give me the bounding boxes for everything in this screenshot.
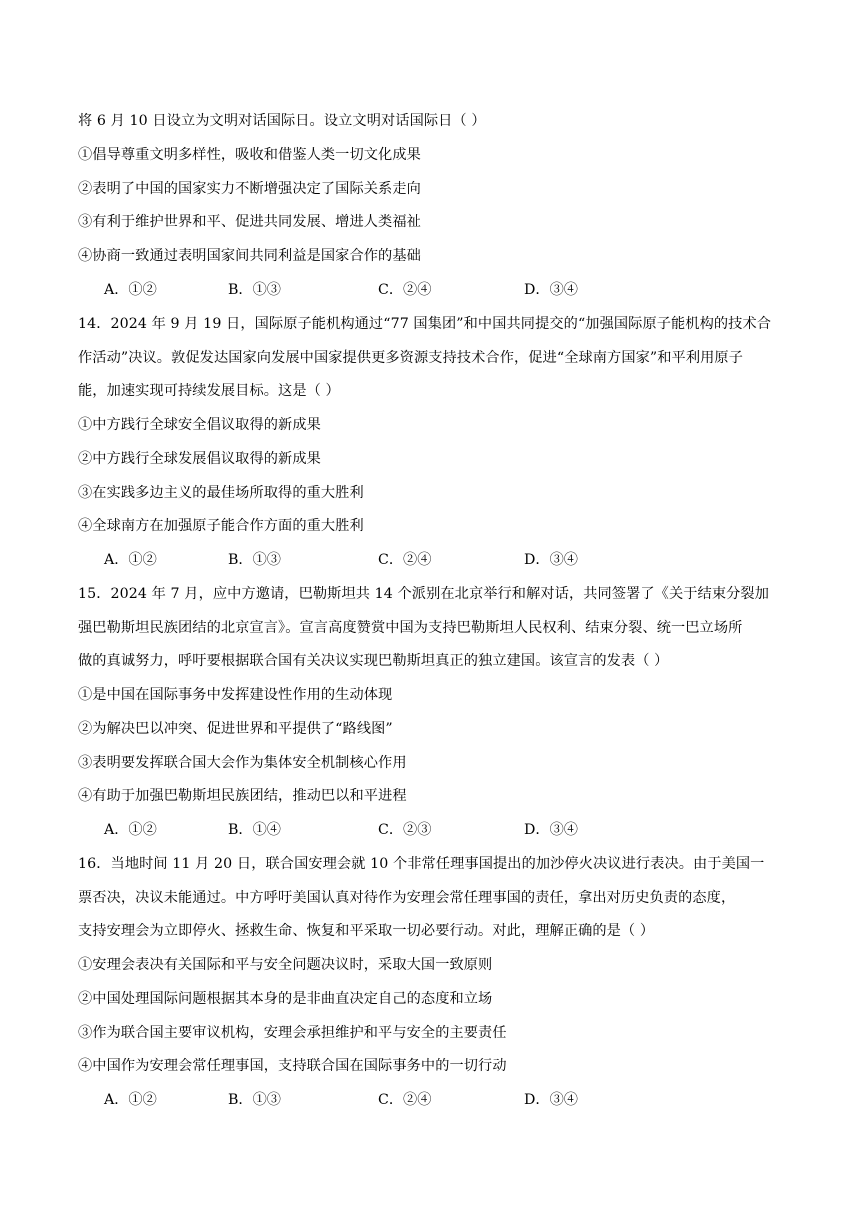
q15-statement-3: ③表明要发挥联合国大会作为集体安全机制核心作用 [78,755,407,771]
q16-statement-1: ①安理会表决有关国际和平与安全问题决议时，采取大国一致原则 [78,957,493,973]
q13-option-c[interactable]: C．②④ [378,282,432,298]
q13-statement-2: ②表明了中国的国家实力不断增强决定了国际关系走向 [78,181,421,197]
q14-statement-1: ①中方践行全球安全倡议取得的新成果 [78,417,321,433]
q15-option-d[interactable]: D．③④ [524,822,578,838]
q14-option-a[interactable]: A．①② [104,552,157,568]
q15-stem-line-1: 15．2024 年 7 月，应中方邀请，巴勒斯坦共 14 个派别在北京举行和解对话，共同签署了《关于结束分裂加 [78,586,769,602]
q16-option-d[interactable]: D．③④ [524,1092,578,1108]
q16-option-b[interactable]: B．①③ [228,1092,281,1108]
q16-stem-line-2: 票否决，决议未能通过。中方呼吁美国认真对待作为安理会常任理事国的责任，拿出对历史负责的态度， [78,890,736,906]
q14-stem-line-2: 作活动”决议。敦促发达国家向发展中国家提供更多资源支持技术合作，促进“全球南方国家”和平利用原子 [78,350,743,366]
q16-stem-line-1: 16．当地时间 11 月 20 日，联合国安理会就 10 个非常任理事国提出的加沙停火决议进行表决。由于美国一 [78,856,765,872]
q15-option-c[interactable]: C．②③ [378,822,432,838]
q16-stem-line-3: 支持安理会为立即停火、拯救生命、恢复和平采取一切必要行动。对此，理解正确的是（ ） [78,923,655,939]
q15-stem-line-2: 强巴勒斯坦民族团结的北京宣言》。宣言高度赞赏中国为支持巴勒斯坦人民权利、结束分裂、统一巴立场所 [78,620,743,636]
q14-option-b[interactable]: B．①③ [228,552,281,568]
q15-stem-line-3: 做的真诚努力，呼吁要根据联合国有关决议实现巴勒斯坦真正的独立建国。该宣言的发表（ ） [78,653,669,669]
q16-statement-2: ②中国处理国际问题根据其本身的是非曲直决定自己的态度和立场 [78,991,493,1007]
q16-option-a[interactable]: A．①② [104,1092,157,1108]
q13-option-d[interactable]: D．③④ [524,282,578,298]
q14-stem-line-3: 能，加速实现可持续发展目标。这是（ ） [78,383,340,399]
q13-option-a[interactable]: A．①② [104,282,157,298]
q14-statement-2: ②中方践行全球发展倡议取得的新成果 [78,451,321,467]
q16-statement-4: ④中国作为安理会常任理事国，支持联合国在国际事务中的一切行动 [78,1058,507,1074]
q14-statement-4: ④全球南方在加强原子能合作方面的重大胜利 [78,518,364,534]
q15-statement-2: ②为解决巴以冲突、促进世界和平提供了“路线图” [78,721,393,737]
q15-statement-1: ①是中国在国际事务中发挥建设性作用的生动体现 [78,687,393,703]
q13-option-b[interactable]: B．①③ [228,282,281,298]
q14-stem-line-1: 14．2024 年 9 月 19 日，国际原子能机构通过“77 国集团”和中国共同提交的“加强国际原子能机构的技术合 [78,316,772,332]
q14-option-d[interactable]: D．③④ [524,552,578,568]
q13-statement-1: ①倡导尊重文明多样性，吸收和借鉴人类一切文化成果 [78,147,421,163]
q13-stem: 将 6 月 10 日设立为文明对话国际日。设立文明对话国际日（ ） [78,113,486,129]
q14-option-c[interactable]: C．②④ [378,552,432,568]
q16-statement-3: ③作为联合国主要审议机构，安理会承担维护和平与安全的主要责任 [78,1025,507,1041]
q15-option-a[interactable]: A．①② [104,822,157,838]
q16-option-c[interactable]: C．②④ [378,1092,432,1108]
q13-statement-4: ④协商一致通过表明国家间共同利益是国家合作的基础 [78,248,421,264]
q13-statement-3: ③有利于维护世界和平、促进共同发展、增进人类福祉 [78,214,421,230]
q15-option-b[interactable]: B．①④ [228,822,281,838]
q15-statement-4: ④有助于加强巴勒斯坦民族团结，推动巴以和平进程 [78,788,407,804]
q14-statement-3: ③在实践多边主义的最佳场所取得的重大胜利 [78,485,364,501]
